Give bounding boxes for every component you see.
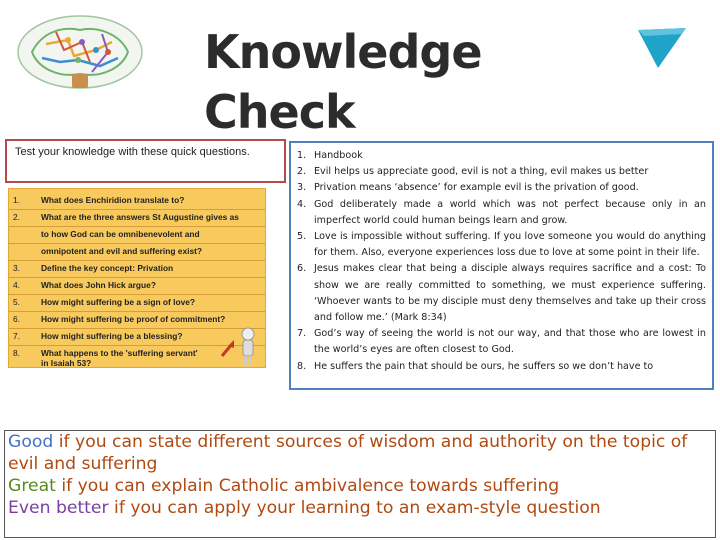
- answer-item: [291, 164, 712, 180]
- question-text: omnipotent and evil and suffering exist?: [41, 246, 203, 256]
- answer-text: Jesus makes clear that being a disciple always requires sacrifice and a cost: To show we are really committed to something, we must experience suffering. ‘Whoever wants to be my disciple must deny themselves and take up their cross and follow me.’ (Mark 8:34): [314, 263, 706, 324]
- answers-box: [289, 141, 714, 390]
- prompt-text: Test your knowledge with these quick questions.: [15, 146, 250, 158]
- answer-text: God deliberately made a world which was not perfect because only in an imperfect world could human beings learn and grow.: [314, 198, 706, 226]
- answer-text: He suffers the pain that should be ours, he suffers so we don’t have to: [314, 360, 654, 372]
- question-text: How might suffering be a blessing?: [41, 331, 183, 341]
- answer-text: God’s way of seeing the world is not our way, and that those who are lowest in the world’s eyes are often closest to God.: [314, 328, 706, 356]
- answer-number: 5.: [297, 231, 307, 243]
- answer-item: [291, 261, 712, 326]
- question-text: What happens to the 'suffering servant': [41, 348, 198, 358]
- thinking-figure-icon: [218, 326, 266, 368]
- answer-number: 3.: [297, 182, 307, 194]
- question-text: How might suffering be proof of commitment?: [41, 314, 226, 324]
- answer-text: Handbook: [314, 150, 363, 161]
- answer-text: Love is impossible without suffering. If you love someone you would do anything for them. Also, everyone experiences loss due to love at some point in their life.: [314, 231, 706, 259]
- answer-item: [291, 148, 712, 164]
- answer-number: 6.: [297, 263, 307, 275]
- criteria-text-even-better: if you can apply your learning to an exam-style question: [108, 498, 601, 518]
- question-divider: [9, 260, 265, 261]
- question-text: in Isaiah 53?: [41, 358, 92, 368]
- criteria-text-great: if you can explain Catholic ambivalence towards suffering: [55, 476, 560, 496]
- question-divider: [9, 277, 265, 278]
- criteria-level-even-better: Even better: [8, 498, 109, 518]
- prompt-box: [5, 139, 286, 183]
- question-number: 8.: [13, 348, 20, 358]
- apply-badge-label: Apply: [632, 40, 651, 65]
- question-text: What are the three answers St Augustine gives as: [41, 212, 239, 222]
- criteria-text-good: if you can state different sources of wisdom and authority on the topic of evil and suffering: [8, 432, 688, 474]
- question-divider: [9, 311, 265, 312]
- success-criteria-box: [4, 430, 716, 538]
- question-text: Define the key concept: Privation: [41, 263, 174, 273]
- answer-item: [291, 229, 712, 261]
- question-divider: [9, 209, 265, 210]
- answer-item: [291, 359, 712, 375]
- criteria-even-better: [5, 497, 715, 519]
- question-text: How might suffering be a sign of love?: [41, 297, 196, 307]
- question-number: 2.: [13, 212, 20, 222]
- answer-item: [291, 180, 712, 196]
- question-text: What does Enchiridion translate to?: [41, 195, 185, 205]
- answer-number: 4.: [297, 198, 307, 210]
- answer-number: 1.: [297, 150, 307, 161]
- question-number: 6.: [13, 314, 20, 324]
- answer-number: 8.: [297, 360, 307, 372]
- question-divider: [9, 294, 265, 295]
- question-text: to how God can be omnibenevolent and: [41, 229, 200, 239]
- criteria-level-great: Great: [8, 476, 56, 496]
- answers-list: [291, 148, 712, 375]
- question-number: 1.: [13, 195, 20, 205]
- criteria-good: [5, 431, 715, 475]
- criteria-level-good: Good: [8, 432, 54, 452]
- answer-number: 7.: [297, 328, 307, 340]
- answer-item: [291, 326, 712, 358]
- question-number: 3.: [13, 263, 20, 273]
- question-number: 5.: [13, 297, 20, 307]
- question-divider: [9, 243, 265, 244]
- brain-logo-icon: [12, 12, 148, 94]
- answer-item: [291, 197, 712, 229]
- page-title: Knowledge Check: [204, 25, 482, 139]
- answer-text: Privation means ‘absence’ for example evil is the privation of good.: [314, 182, 639, 194]
- answer-number: 2.: [297, 166, 307, 178]
- answer-text: Evil helps us appreciate good, evil is not a thing, evil makes us better: [314, 166, 649, 178]
- question-number: 4.: [13, 280, 20, 290]
- question-divider: [9, 226, 265, 227]
- question-text: What does John Hick argue?: [41, 280, 156, 290]
- criteria-great: [5, 475, 715, 497]
- question-number: 7.: [13, 331, 20, 341]
